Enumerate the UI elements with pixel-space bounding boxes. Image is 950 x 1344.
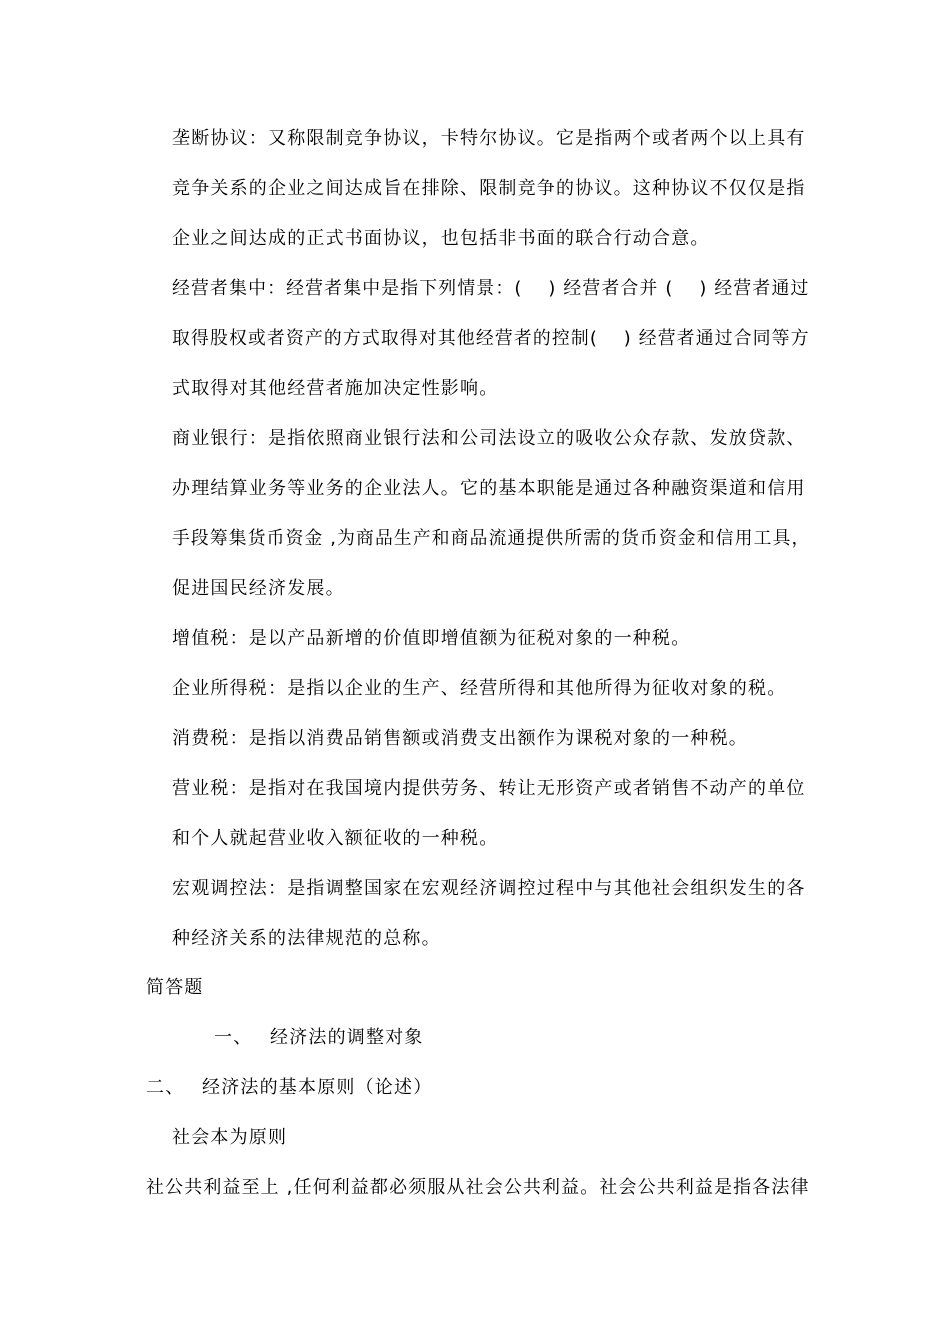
paragraph-monopoly-agreement-line-1: 垄断协议：又称限制竞争协议，卡特尔协议。它是指两个或者两个以上具有: [172, 128, 806, 149]
paragraph-commercial-bank-line-4: 促进国民经济发展。: [172, 578, 345, 599]
paragraph-macro-control-law-line-2: 种经济关系的法律规范的总称。: [172, 928, 441, 949]
paragraph-corporate-income-tax: 企业所得税：是指以企业的生产、经营所得和其他所得为征收对象的税。: [172, 678, 787, 699]
paragraph-consumption-tax: 消费税：是指以消费品销售额或消费支出额作为课税对象的一种税。: [172, 728, 748, 749]
paragraph-concentration-line-2: 取得股权或者资产的方式取得对其他经营者的控制( ) 经营者通过合同等方: [172, 328, 810, 349]
principle-heading: 社会本为原则: [172, 1127, 288, 1148]
paragraph-monopoly-agreement-line-3: 企业之间达成的正式书面协议，也包括非书面的联合行动合意。: [172, 228, 710, 249]
section-heading: 简答题: [146, 977, 204, 998]
paragraph-macro-control-law-line-1: 宏观调控法：是指调整国家在宏观经济调控过程中与其他社会组织发生的各: [172, 878, 806, 899]
paragraph-monopoly-agreement-line-2: 竞争关系的企业之间达成旨在排除、限制竞争的协议。这种协议不仅仅是指: [172, 178, 806, 199]
paragraph-commercial-bank-line-2: 办理结算业务等业务的企业法人。它的基本职能是通过各种融资渠道和信用: [172, 478, 806, 499]
paragraph-commercial-bank-line-1: 商业银行：是指依照商业银行法和公司法设立的吸收公众存款、发放贷款、: [172, 428, 806, 449]
paragraph-vat: 增值税：是以产品新增的价值即增值额为征税对象的一种税。: [172, 628, 691, 649]
list-item-1-marker: 一、: [214, 1027, 253, 1048]
paragraph-concentration-line-3: 式取得对其他经营者施加决定性影响。: [172, 378, 499, 399]
paragraph-business-tax-line-1: 营业税：是指对在我国境内提供劳务、转让无形资产或者销售不动产的单位: [172, 778, 806, 799]
list-item-2-text: 经济法的基本原则（论述）: [202, 1077, 433, 1098]
paragraph-business-tax-line-2: 和个人就起营业收入额征收的一种税。: [172, 828, 499, 849]
paragraph-concentration-line-1: 经营者集中：经营者集中是指下列情景：( ) 经营者合并 ( ) 经营者通过: [172, 278, 810, 299]
paragraph-public-interest-line-1: 社公共利益至上 ,任何利益都必须服从社会公共利益。社会公共利益是指各法律: [146, 1177, 810, 1198]
list-item-2-marker: 二、: [146, 1077, 185, 1098]
list-item-1-text: 经济法的调整对象: [270, 1027, 424, 1048]
paragraph-commercial-bank-line-3: 手段筹集货币资金 ,为商品生产和商品流通提供所需的货币资金和信用工具，: [172, 528, 811, 549]
